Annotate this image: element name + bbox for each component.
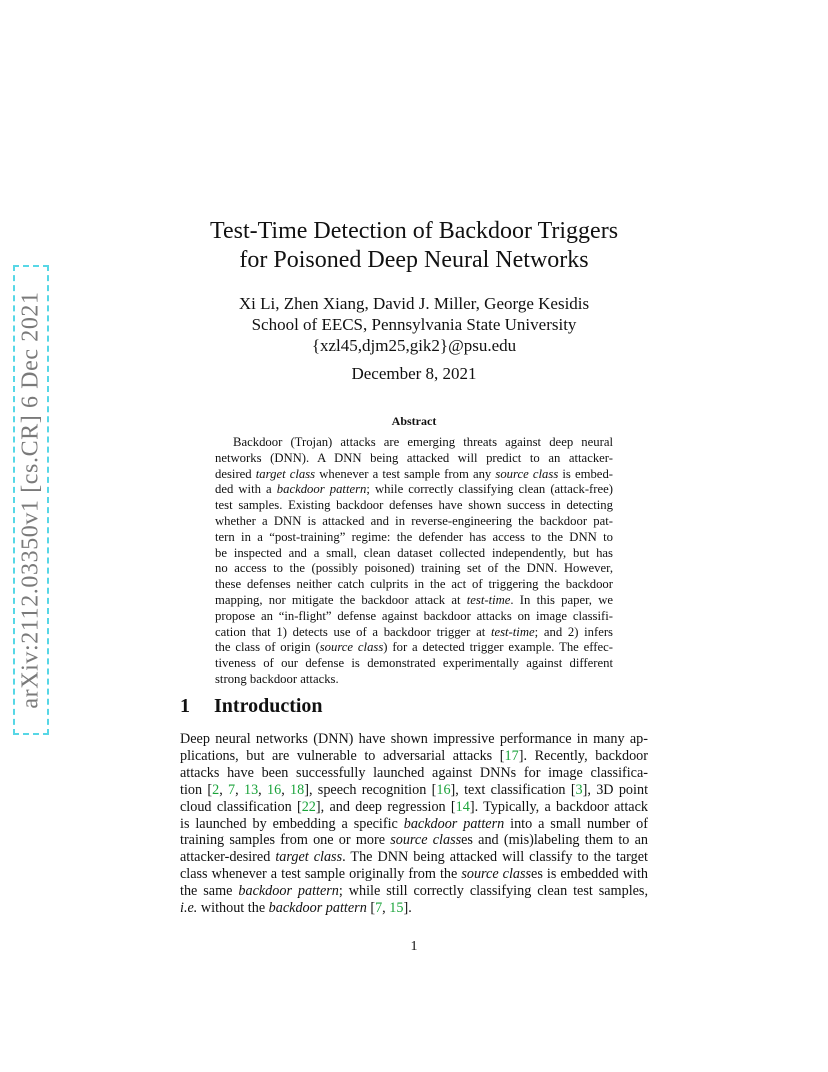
abstract-line: networks (DNN). A DNN being attacked will predict to an attacker-: [215, 450, 613, 465]
intro-line: cloud classification [22], and deep regression [14]. Typically, a backdoor attack: [180, 798, 648, 815]
abstract-line: mapping, nor mitigate the backdoor attack at test-time. In this paper, we: [215, 592, 613, 607]
intro-line: is launched by embedding a specific backdoor pattern into a small number of: [180, 815, 648, 832]
abstract-line: strong backdoor attacks.: [215, 671, 339, 686]
intro-line: tion [2, 7, 13, 16, 18], speech recognition [16], text classification [3], 3D point: [180, 781, 649, 798]
abstract-body: [215, 435, 613, 688]
abstract-line: desired target class whenever a test sample from any source class is embed-: [215, 466, 614, 481]
affiliation: School of EECS, Pennsylvania State University: [251, 315, 577, 334]
arxiv-identifier: arXiv:2112.03350v1 [cs.CR] 6 Dec 2021: [17, 291, 44, 709]
introduction-body: [180, 731, 648, 917]
intro-line: i.e. without the backdoor pattern [7, 15].: [180, 900, 412, 917]
intro-line: class whenever a test sample originally from the source classes is embedded with: [180, 866, 648, 883]
author-emails: {xzl45,djm25,gik2}@psu.edu: [311, 336, 517, 355]
abstract-line: whether a DNN is attacked and in reverse-engineering the backdoor pat-: [215, 513, 613, 528]
abstract-line: Backdoor (Trojan) attacks are emerging threats against deep neural: [233, 435, 613, 449]
intro-line: Deep neural networks (DNN) have shown impressive performance in many ap-: [180, 731, 648, 747]
intro-line: training samples from one or more source classes and (mis)labeling them to an: [180, 832, 648, 849]
abstract-line: the class of origin (source class) for a detected trigger example. The effec-: [215, 640, 614, 655]
intro-line: attacks have been successfully launched against DNNs for image classifica-: [180, 764, 648, 781]
title-line-1: Test-Time Detection of Backdoor Triggers: [209, 218, 619, 244]
abstract-line: test samples. Existing backdoor defenses have shown success in detecting: [215, 498, 613, 513]
abstract-line: tiveness of our defense is demonstrated experimentally against different: [215, 656, 613, 671]
abstract-line: ded with a backdoor pattern; while correctly classifying clean (attack-free): [215, 482, 613, 497]
abstract-line: cation that 1) detects use of a backdoor trigger at test-time; and 2) infers: [215, 624, 613, 639]
paper-title: [150, 217, 678, 275]
section-heading-introduction: [180, 695, 323, 718]
abstract-line: propose an “in-flight” defense against backdoor attacks on image classifi-: [215, 608, 613, 623]
abstract-heading: Abstract: [391, 414, 437, 428]
intro-line: the same backdoor pattern; while still correctly classifying clean test samples,: [180, 883, 648, 900]
page-number: 1: [410, 939, 418, 954]
abstract-line: tern in a “post-training” regime: the defender has access to the DNN to: [215, 529, 613, 544]
author-names: Xi Li, Zhen Xiang, David J. Miller, George Kesidis: [238, 294, 590, 313]
title-line-2: for Poisoned Deep Neural Networks: [239, 247, 589, 273]
section-number: 1: [180, 695, 190, 717]
intro-line: attacker-desired target class. The DNN being attacked will classify to the target: [180, 849, 648, 866]
abstract-line: these defenses neither catch culprits in the act of triggering the backdoor: [215, 577, 613, 592]
paper-date: December 8, 2021: [351, 364, 477, 383]
intro-line: plications, but are vulnerable to adversarial attacks [17]. Recently, backdoor: [180, 747, 648, 764]
section-title: Introduction: [214, 695, 323, 717]
abstract-line: be inspected and a small, clean dataset collected independently, but has: [215, 545, 613, 560]
author-block: [150, 293, 678, 356]
arxiv-identifier-box: [13, 265, 49, 735]
abstract-line: no access to the (possibly poisoned) training set of the DNN. However,: [215, 561, 613, 576]
